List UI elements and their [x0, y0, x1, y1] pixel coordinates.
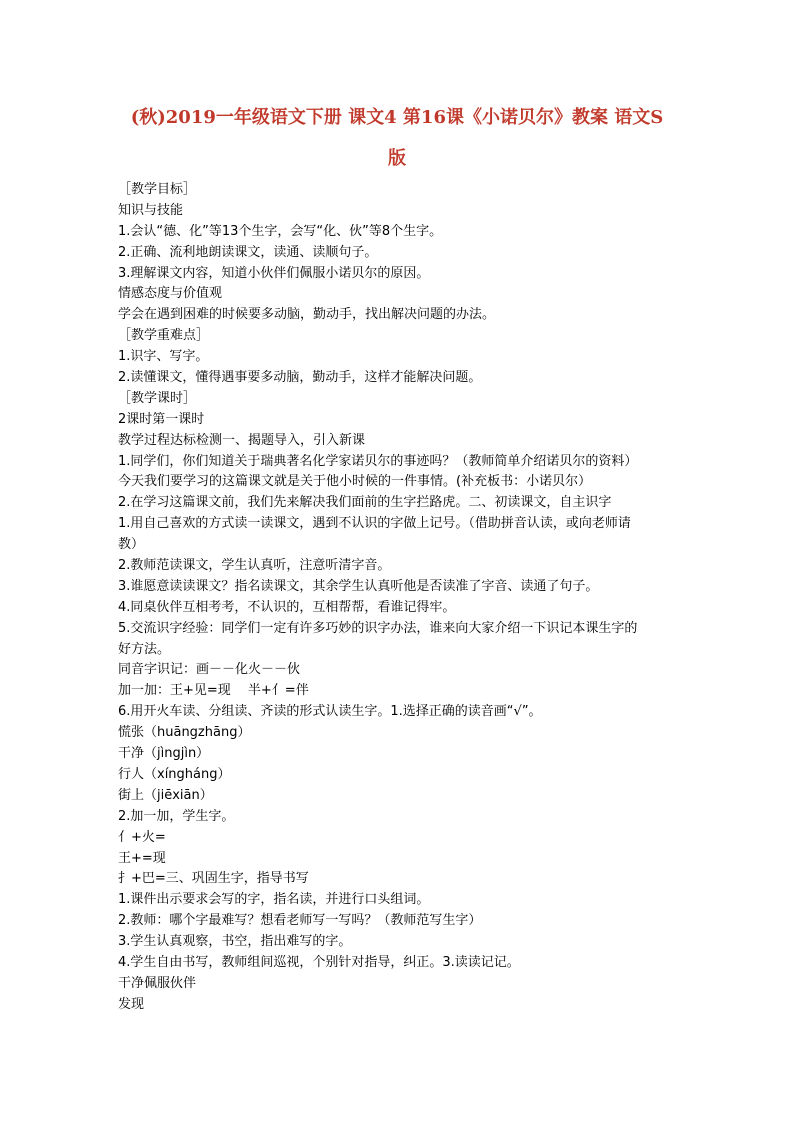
- section-heading-key-points: ［教学重难点］: [118, 328, 210, 344]
- body-text-line: 3.理解课文内容，知道小伙伴们佩服小诺贝尔的原因。: [118, 265, 430, 281]
- document-title-line-1: (秋)2019一年级语文下册 课文4 第16课《小诺贝尔》教案 语文S: [130, 107, 664, 128]
- body-text-line: 2.教师：哪个字最难写？想看老师写一写吗？（教师范写生字）: [118, 913, 482, 929]
- body-text-line: 今天我们要学习的这篇课文就是关于他小时候的一件事情。(补充板书：小诺贝尔）: [118, 474, 592, 490]
- body-text-line: 2.正确、流利地朗读课文，读通、读顺句子。: [118, 244, 378, 260]
- vocabulary-words: 发现: [118, 996, 145, 1012]
- body-text-line: 加一加：王+见=现 半+亻=伴: [118, 683, 309, 699]
- pinyin-item: 行人（xíngháng）: [118, 766, 231, 782]
- body-text-line: 2课时第一课时: [118, 411, 205, 427]
- body-text-line: 3.谁愿意读读课文？指名读课文，其余学生认真听他是否读准了字音、读通了句子。: [118, 578, 599, 594]
- body-text-line: 1.会认“德、化”等13个生字，会写“化、伙”等8个生字。: [118, 223, 443, 239]
- character-exercise: 王+=现: [118, 850, 166, 866]
- subheading-attitude-values: 情感态度与价值观: [118, 286, 223, 302]
- body-text-line: 教）: [118, 537, 145, 553]
- body-text-line: 学会在遇到困难的时候要多动脑，勤动手，找出解决问题的办法。: [118, 307, 496, 323]
- body-text-line: 1.用自己喜欢的方式读一读课文，遇到不认识的字做上记号。（借助拼音认读，或向老师请: [118, 516, 631, 532]
- body-text-line: 1.识字、写字。: [118, 349, 209, 365]
- pinyin-item: 干净（jìngjìn）: [118, 746, 210, 762]
- body-text-line: 4.学生自由书写，教师组间巡视，个别针对指导，纠正。3.读读记记。: [118, 954, 520, 970]
- body-text-line: 3.学生认真观察，书空，指出难写的字。: [118, 934, 352, 950]
- body-text-line: 2.在学习这篇课文前，我们先来解决我们面前的生字拦路虎。二、初读课文，自主识字: [118, 495, 612, 511]
- character-exercise: 扌+巴=三、巩固生字，指导书写: [118, 871, 309, 887]
- subheading-knowledge-skills: 知识与技能: [118, 202, 184, 218]
- body-text-line: 6.用开火车读、分组读、齐读的形式认读生字。1.选择正确的读音画“√”。: [118, 704, 542, 720]
- body-text-line: 1.课件出示要求会写的字，指名读，并进行口头组词。: [118, 892, 430, 908]
- document-body: [118, 180, 688, 1016]
- body-text-line: 教学过程达标检测一、揭题导入，引入新课: [118, 432, 366, 448]
- body-text-line: 2.读懂课文，懂得遇事要多动脑，勤动手，这样才能解决问题。: [118, 370, 482, 386]
- pinyin-item: 街上（jiēxiān）: [118, 787, 213, 803]
- body-text-line: 好方法。: [118, 641, 171, 657]
- pinyin-item: 慌张（huāngzhāng）: [118, 725, 251, 741]
- section-heading-periods: ［教学课时］: [118, 390, 197, 406]
- body-text-line: 同音字识记：画－－化火－－伙: [118, 662, 301, 678]
- body-text-line: 1.同学们，你们知道关于瑞典著名化学家诺贝尔的事迹吗？（教师简单介绍诺贝尔的资料）: [118, 453, 638, 469]
- body-text-line: 2.加一加，学生字。: [118, 808, 235, 824]
- vocabulary-words: 干净佩服伙伴: [118, 975, 197, 991]
- body-text-line: 5.交流识字经验：同学们一定有许多巧妙的识字办法，谁来向大家介绍一下识记本课生字的: [118, 620, 638, 636]
- document-title-line-2: 版: [388, 148, 406, 169]
- body-text-line: 2.教师范读课文，学生认真听，注意听清字音。: [118, 558, 391, 574]
- body-text-line: 4.同桌伙伴互相考考，不认识的，互相帮帮，看谁记得牢。: [118, 599, 456, 615]
- section-heading-objectives: ［教学目标］: [118, 182, 197, 197]
- character-exercise: 亻+火=: [118, 829, 166, 845]
